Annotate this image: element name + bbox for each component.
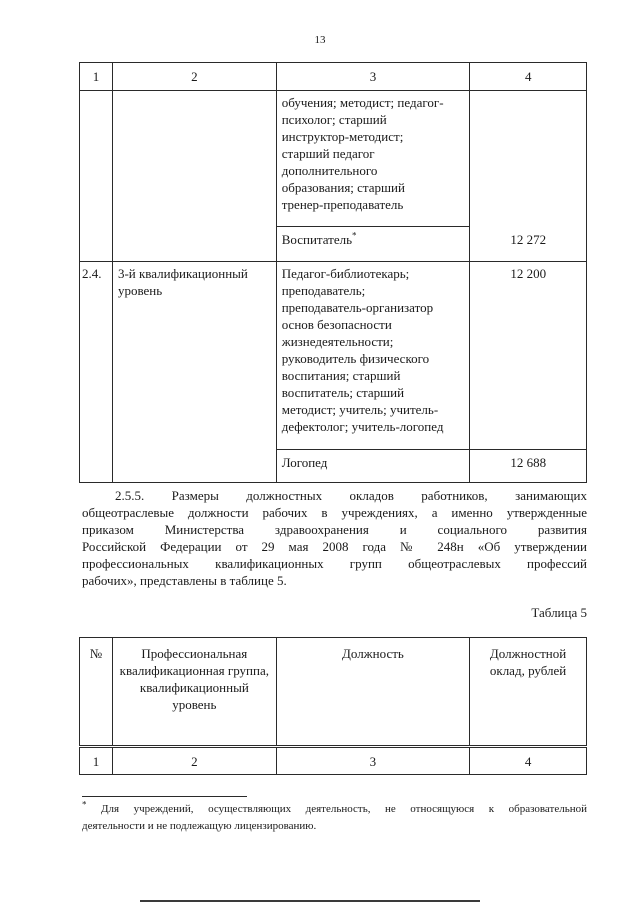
position-cell [276,227,470,262]
paragraph-line: общеотраслевые должности рабочих в учреждениях, а именно утвержденные [82,505,587,520]
footnote-mark: * [82,799,87,810]
cell-line: воспитатель; старший [281,385,405,400]
paragraph-line: 2.5.5. Размеры должностных окладов работников, занимающих [115,488,587,503]
column-number: 1 [80,747,113,775]
column-number: 3 [276,63,470,91]
paragraph-line: профессиональных квалификационных групп общеотраслевых профессий [82,556,587,571]
footnote-mark: * [352,230,357,241]
footnote-line [82,801,587,818]
page-number: 13 [314,34,326,46]
cell-line: руководитель физического [281,351,430,366]
cell-line: основ безопасности [281,317,392,332]
cell-line: образования; старший [281,180,405,195]
group-cell [112,450,276,483]
salary-cell [470,91,587,227]
group-cell [112,227,276,262]
cell-line: обучения; методист; педагог- [281,95,444,110]
paragraph-line: рабочих», представлены в таблице 5. [82,573,287,588]
table-row [80,450,587,483]
cell-line: инструктор-методист; [281,129,404,144]
cell-line: психолог; старший [281,112,387,127]
column-number: 2 [112,63,276,91]
table-row [80,227,587,262]
group-cell [112,91,276,227]
row-number-cell [80,91,113,227]
table-header-row [80,63,587,91]
cell-line: Педагог-библиотекарь; [281,266,410,281]
cell-line: дополнительного [281,163,378,178]
column-number: 2 [112,747,276,775]
cell-line: старший педагог [281,146,375,161]
column-number: 4 [470,63,587,91]
header-number: № [80,638,113,747]
cell-line: воспитания; старший [281,368,401,383]
header-group: Профессиональная квалификационная группа, квалификационный уровень [112,638,276,747]
section-paragraph [82,487,587,589]
cell-line: преподаватель; [281,283,366,298]
footnote-separator [82,796,247,797]
column-number: 1 [80,63,113,91]
footnote-line: деятельности и не подлежащую лицензированию. [82,820,317,832]
table-caption: Таблица 5 [531,605,587,620]
paragraph-line: Российской Федерации от 29 мая 2008 года № 248н «Об утверждении [82,539,587,554]
position-cell [276,262,470,450]
footnote [82,801,587,835]
position-name: Воспитатель [281,232,353,247]
salary-cell: 12 200 [470,262,587,450]
table-header-row [80,638,587,747]
cell-line: методист; учитель; учитель- [281,402,439,417]
group-cell: 3-й квалификационный уровень [112,262,276,450]
row-number-cell [80,450,113,483]
column-number: 3 [276,747,469,775]
position-cell: Логопед [276,450,470,483]
scan-edge-line [140,900,480,902]
footnote-text: Для учреждений, осуществляющих деятельность, не относящуюся к образовательной [101,803,587,815]
salary-cell: 12 272 [470,227,587,262]
table-numbering-row [80,747,587,775]
header-salary: Должностной оклад, рублей [470,638,587,747]
column-number: 4 [470,747,587,775]
row-number-cell [80,227,113,262]
cell-line: преподаватель-организатор [281,300,434,315]
salary-table-continued [79,62,587,483]
row-number-cell: 2.4. [80,262,113,450]
table-5 [79,637,587,775]
table-row [80,262,587,450]
cell-line: дефектолог; учитель-логопед [281,419,444,434]
cell-line: жизнедеятельности; [281,334,394,349]
position-cell [276,91,470,227]
header-position: Должность [276,638,469,747]
cell-line: тренер-преподаватель [281,197,404,212]
paragraph-line: приказом Министерства здравоохранения и социального развития [82,522,587,537]
salary-cell: 12 688 [470,450,587,483]
table-row [80,91,587,227]
